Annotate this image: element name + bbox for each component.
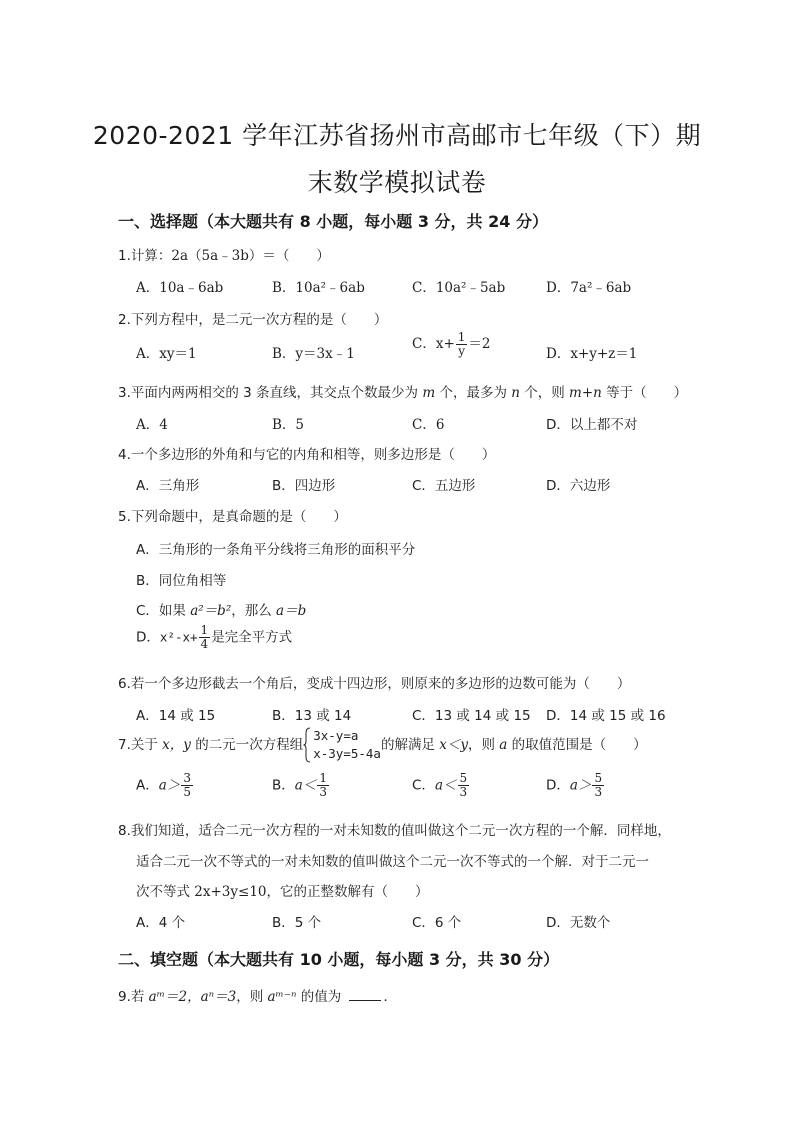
question-8-line-2: 适合二元一次不等式的一对未知数的值叫做这个二元一次不等式的一个解．对于二元一 — [136, 854, 649, 870]
q3-option-a[interactable]: A．4 — [136, 417, 168, 433]
fraction-numerator: 1 — [457, 330, 466, 344]
q3-option-d[interactable]: D．以上都不对 — [546, 417, 638, 433]
q1-prefix: 1.计算： — [118, 248, 172, 264]
q7-equation-2: x-3y=5-4a — [313, 746, 381, 761]
q7-option-b-fraction — [317, 772, 329, 799]
question-9-stem — [118, 985, 397, 1005]
q9-expr1: aᵐ＝2，aⁿ＝3 — [148, 989, 237, 1005]
page-title-line2: 末数学模拟试卷 — [307, 168, 487, 197]
section2-heading: 二、填空题（本大题共有 10 小题，每小题 3 分，共 30 分） — [118, 950, 560, 969]
q3-var-n: n — [511, 385, 520, 401]
q8-line3-prefix: 次不等式 — [136, 884, 195, 900]
q7-option-a-relation: a＞ — [158, 777, 181, 794]
q8-line3-tail: ，它的正整数解有（ ） — [266, 884, 429, 900]
q7-stem-part-a: 7.关于 — [118, 737, 163, 753]
q8-option-d[interactable]: D．无数个 — [546, 915, 611, 931]
fraction-denominator: y — [458, 344, 465, 358]
fraction-denominator: 5 — [183, 785, 191, 799]
q5-option-b[interactable]: B．同位角相等 — [136, 573, 227, 589]
q7-option-b-relation: a＜ — [294, 777, 317, 794]
q2-option-d[interactable]: D．x+y+z＝1 — [546, 346, 638, 362]
question-6-stem: 6.若一个多边形截去一个角后，变成十四边形，则原来的多边形的边数可能为（ ） — [118, 676, 631, 692]
q5-option-c-mid: ，那么 — [231, 603, 277, 619]
q1-expression: 2a（5a﹣3b）＝（ ） — [171, 248, 330, 264]
q5-option-d-prefix: D． — [136, 629, 160, 646]
q7-vars: x，y — [162, 737, 191, 753]
q9-mid: ，则 — [236, 989, 268, 1005]
q7-option-d[interactable] — [546, 772, 605, 799]
q7-option-a[interactable] — [136, 772, 194, 799]
question-2-stem: 2.下列方程中，是二元一次方程的是（ ） — [118, 312, 388, 328]
q2-option-b[interactable]: B．y＝3x﹣1 — [272, 346, 355, 362]
q7-option-c-fraction — [458, 772, 470, 799]
q8-inequality: 2x+3y≤10 — [194, 884, 267, 900]
q7-option-b-label: B． — [272, 777, 295, 794]
q7-option-c-label: C． — [412, 777, 435, 794]
question-3-stem — [118, 381, 687, 401]
q7-var-a: a — [499, 737, 508, 753]
q5-option-d-fraction — [199, 624, 211, 651]
q4-option-b[interactable]: B．四边形 — [272, 478, 336, 494]
q5-option-c-prefix: C．如果 — [136, 603, 191, 619]
left-brace-icon — [303, 727, 311, 763]
q7-option-d-label: D． — [546, 777, 570, 794]
fraction-numerator: 1 — [319, 771, 327, 785]
q8-option-c[interactable]: C．6 个 — [412, 915, 462, 931]
q2-option-a[interactable]: A．xy＝1 — [136, 346, 197, 362]
q9-expr2: aᵐ⁻ⁿ — [267, 989, 297, 1005]
fraction-denominator: 3 — [319, 785, 327, 799]
question-1-stem — [118, 244, 330, 264]
q7-option-a-label: A． — [136, 777, 159, 794]
q9-tail-a: 的值为 — [296, 989, 346, 1005]
q7-option-c-relation: a＜ — [434, 777, 457, 794]
q7-stem-part-b: 的二元一次方程组 — [190, 737, 304, 753]
question-8-line-3 — [136, 880, 429, 900]
q7-stem-part-e: 的取值范围是（ ） — [507, 737, 647, 753]
question-5-stem: 5.下列命题中，是真命题的是（ ） — [118, 509, 347, 525]
q2-option-c-lead: C．x+ — [412, 336, 455, 352]
q7-condition: x＜y — [439, 737, 468, 753]
q6-option-d[interactable]: D．14 或 15 或 16 — [546, 708, 666, 724]
q8-option-a[interactable]: A．4 个 — [136, 915, 186, 931]
question-8-line-1: 8.我们知道，适合二元一次方程的一对未知数的值叫做这个二元一次方程的一个解．同样地， — [118, 823, 671, 839]
fraction-numerator: 5 — [594, 771, 603, 785]
q1-option-b[interactable]: B．10a²﹣6ab — [272, 280, 365, 296]
q3-stem-part-b: 个，最多为 — [435, 385, 512, 401]
q7-equation-system — [303, 727, 381, 763]
q7-option-b[interactable] — [272, 772, 330, 799]
q2-option-c-fraction — [456, 331, 468, 358]
q2-option-c[interactable] — [412, 331, 491, 358]
q5-option-a[interactable]: A．三角形的一条角平分线将三角形的面积平分 — [136, 542, 416, 558]
q9-answer-blank[interactable] — [349, 988, 381, 1001]
q8-option-b[interactable]: B．5 个 — [272, 915, 322, 931]
question-7-stem — [118, 727, 647, 763]
q5-option-c-expr2: a＝b — [276, 603, 307, 619]
q3-stem-part-a: 3.平面内两两相交的 3 条直线，其交点个数最少为 — [118, 385, 423, 401]
q6-option-c[interactable]: C．13 或 14 或 15 — [412, 708, 531, 724]
fraction-numerator: 3 — [183, 771, 191, 785]
q5-option-d-tail: 是完全平方式 — [211, 629, 293, 646]
q7-option-a-fraction — [181, 772, 193, 799]
q3-option-c[interactable]: C．6 — [412, 417, 445, 433]
q4-option-a[interactable]: A．三角形 — [136, 478, 200, 494]
q5-option-c[interactable] — [136, 599, 306, 619]
fraction-denominator: 3 — [459, 785, 468, 799]
q7-option-c[interactable] — [412, 772, 470, 799]
q4-option-c[interactable]: C．五边形 — [412, 478, 476, 494]
q3-option-b[interactable]: B．5 — [272, 417, 305, 433]
q1-option-c[interactable]: C．10a²﹣5ab — [412, 280, 506, 296]
page-title-line1: 2020-2021 学年江苏省扬州市高邮市七年级（下）期 — [92, 121, 702, 150]
fraction-denominator: 4 — [200, 637, 209, 651]
q3-stem-part-c: 个，则 — [519, 385, 570, 401]
fraction-numerator: 5 — [459, 771, 468, 785]
q3-var-m: m — [422, 385, 436, 401]
q7-stem-part-c: 的解满足 — [380, 737, 440, 753]
q2-option-c-tail: ＝2 — [468, 336, 491, 352]
q7-stem-part-d: ，则 — [468, 737, 500, 753]
question-4-stem: 4.一个多边形的外角和与它的内角和相等，则多边形是（ ） — [118, 447, 496, 463]
fraction-denominator: 3 — [594, 785, 603, 799]
q5-option-d[interactable] — [136, 624, 292, 651]
q6-option-b[interactable]: B．13 或 14 — [272, 708, 352, 724]
q9-tail-b: ． — [383, 989, 398, 1005]
q5-option-c-expr1: a²＝b² — [190, 603, 232, 619]
q7-option-d-fraction — [592, 772, 604, 799]
q7-equation-1: 3x-y=a — [313, 728, 359, 743]
q5-option-d-expr: x²-x+ — [159, 629, 198, 645]
section1-heading: 一、选择题（本大题共有 8 小题，每小题 3 分，共 24 分） — [118, 212, 548, 231]
q3-stem-part-d: 等于（ ） — [601, 385, 688, 401]
q1-option-a[interactable]: A．10a﹣6ab — [136, 280, 224, 296]
q4-option-d[interactable]: D．六边形 — [546, 478, 611, 494]
q1-option-d[interactable]: D．7a²﹣6ab — [546, 280, 632, 296]
q3-expression: m+n — [569, 385, 602, 401]
q7-option-d-relation: a＞ — [569, 777, 592, 794]
q9-prefix: 9.若 — [118, 989, 149, 1005]
fraction-numerator: 1 — [200, 623, 209, 637]
q6-option-a[interactable]: A．14 或 15 — [136, 708, 216, 724]
